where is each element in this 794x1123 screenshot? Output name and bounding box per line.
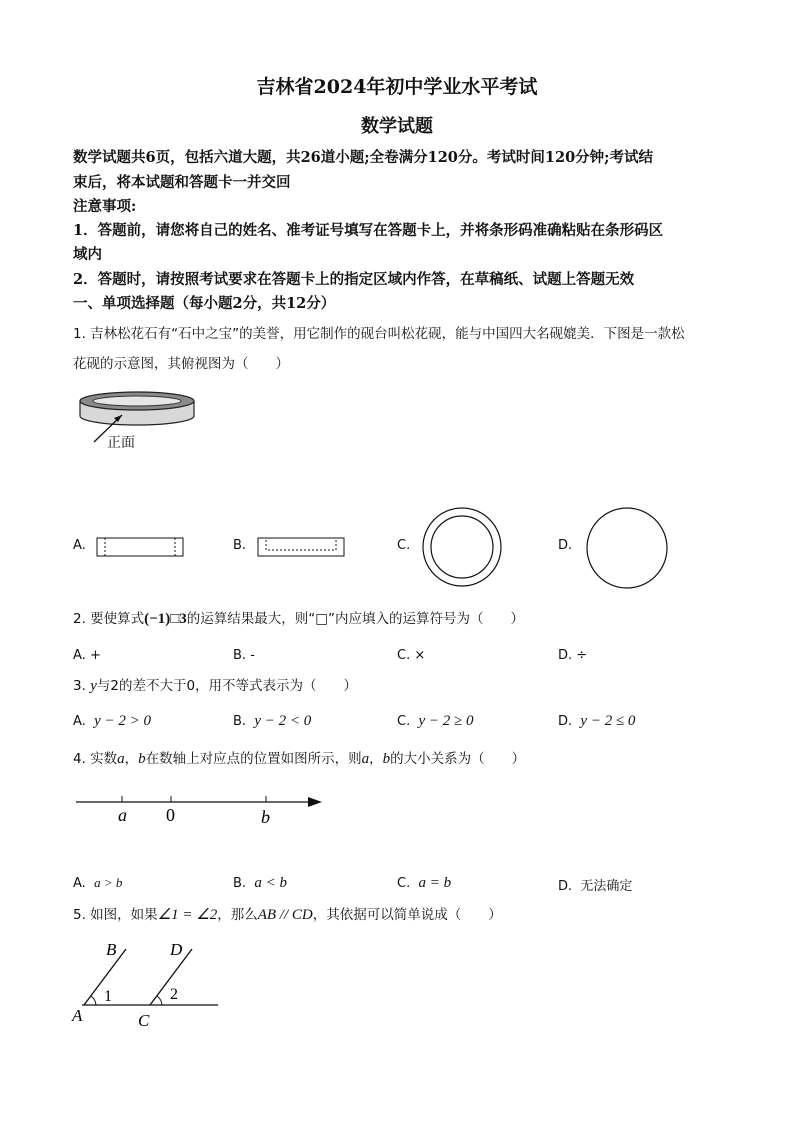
axis-label-b: b (261, 807, 270, 827)
q2-option-c[interactable]: C. × (397, 648, 426, 663)
q1-line-1: 1. 吉林松花石有“石中之宝”的美誉，用它制作的砚台叫松花砚，能与中国四大名砚媲美．下图是一款松 (73, 326, 685, 342)
q4-option-d[interactable]: D. 无法确定 (558, 879, 633, 894)
q3-option-b[interactable]: B. y − 2 < 0 (233, 713, 312, 729)
front-label: 正面 (107, 435, 135, 451)
q4-option-a[interactable]: A. a > b (73, 875, 123, 891)
parallel-lines-figure (70, 935, 230, 1030)
section-title: 一、单项选择题（每小题2分，共12分） (73, 295, 336, 312)
q4-stem: 4. 实数a，b在数轴上对应点的位置如图所示，则a，b的大小关系为（ ） (73, 751, 526, 767)
notice-title: 注意事项: (73, 198, 137, 215)
q1-line-2: 花砚的示意图，其俯视图为（ ） (73, 356, 289, 372)
notice-1b: 域内 (73, 246, 102, 263)
label-C: C (138, 1011, 150, 1030)
q3-stem: 3. y与2的差不大于0，用不等式表示为（ ） (73, 678, 358, 694)
notice-1a: 1．答题前，请您将自己的姓名、准考证号填写在答题卡上，并将条形码准确粘贴在条形码区 (73, 222, 664, 239)
q4-option-b[interactable]: B. a < b (233, 875, 287, 891)
q1-option-a[interactable]: A. (73, 538, 86, 553)
angle-1-label: 1 (104, 988, 112, 1005)
q1-option-b[interactable]: B. (233, 538, 247, 553)
q1-option-c[interactable]: C. (397, 538, 411, 553)
option-a-figure (95, 536, 187, 560)
q2-stem: 2. 要使算式(−1)□3的运算结果最大，则“□”内应填入的运算符号为（ ） (73, 611, 525, 627)
axis-label-a: a (118, 805, 127, 825)
q3-option-a[interactable]: A. y − 2 > 0 (73, 713, 151, 729)
page-title: 吉林省2024年初中学业水平考试 (256, 76, 538, 98)
option-d-figure (584, 505, 670, 591)
axis-label-zero: 0 (166, 805, 175, 825)
inkstone-figure (70, 385, 210, 460)
option-c-figure (420, 505, 504, 589)
q3-option-d[interactable]: D. y − 2 ≤ 0 (558, 713, 636, 729)
q2-option-a[interactable]: A. + (73, 648, 101, 663)
q2-option-d[interactable]: D. ÷ (558, 648, 588, 663)
option-b-figure (256, 536, 348, 560)
q2-option-b[interactable]: B. - (233, 648, 255, 663)
q5-stem: 5. 如图，如果∠1 = ∠2，那么AB // CD，其依据可以简单说成（ ） (73, 907, 502, 923)
page-subtitle: 数学试题 (361, 116, 433, 137)
label-A: A (72, 1006, 83, 1025)
label-D: D (170, 940, 183, 959)
number-line (72, 788, 332, 833)
intro-line-2: 束后，将本试题和答题卡一并交回 (73, 174, 291, 191)
angle-2-label: 2 (170, 986, 178, 1003)
label-B: B (106, 940, 117, 959)
q2-expression: (−1)□3 (144, 611, 187, 627)
q1-option-d[interactable]: D. (558, 538, 573, 553)
q4-option-c[interactable]: C. a = b (397, 875, 452, 891)
q3-option-c[interactable]: C. y − 2 ≥ 0 (397, 713, 474, 729)
intro-line-1: 数学试题共6页，包括六道大题，共26道小题;全卷满分120分。考试时间120分钟;考试结 (73, 149, 654, 166)
notice-2: 2．答题时，请按照考试要求在答题卡上的指定区域内作答，在草稿纸、试题上答题无效 (73, 271, 635, 288)
